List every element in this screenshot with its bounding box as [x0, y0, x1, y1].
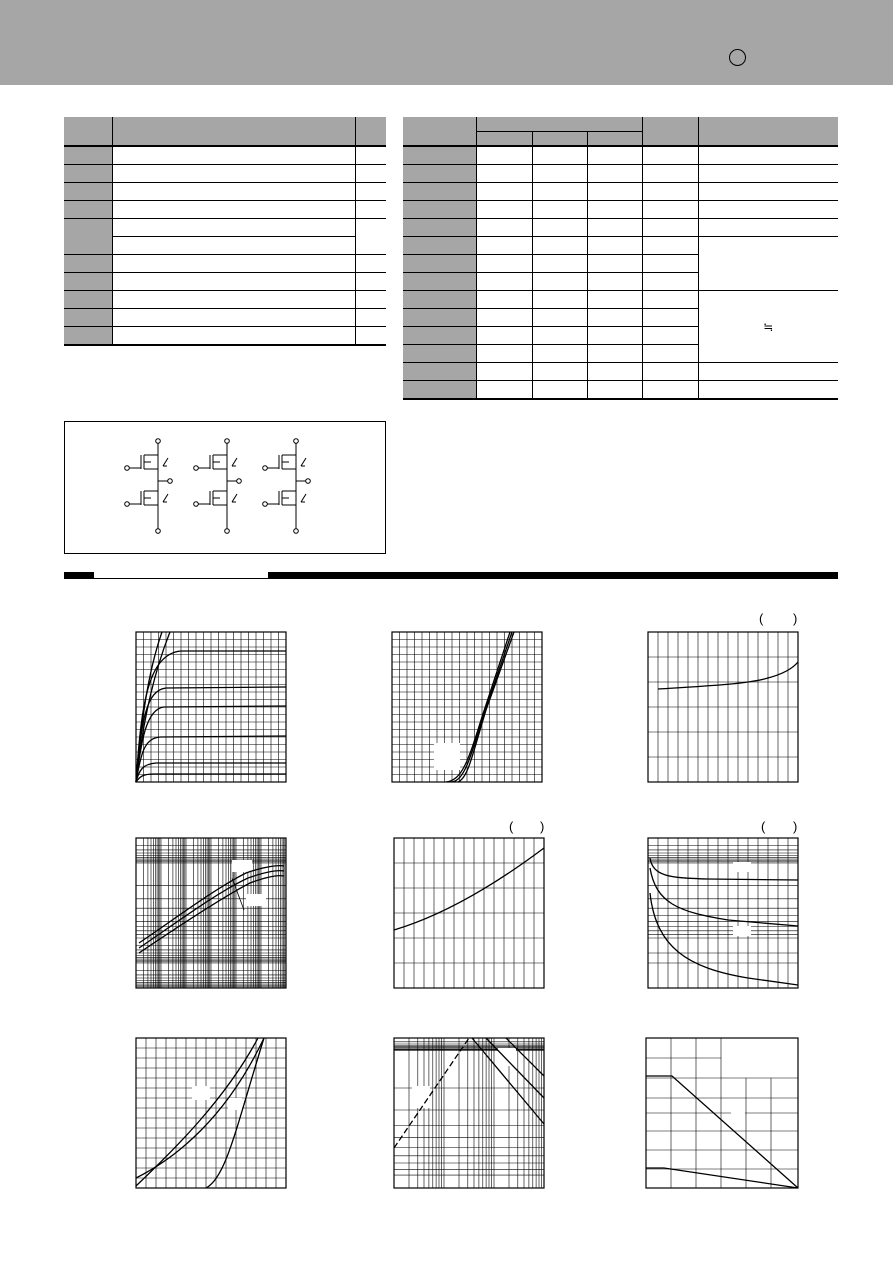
section-divider: [64, 578, 838, 579]
graph-5: [394, 838, 544, 988]
table-row: [64, 237, 386, 255]
table-row: [64, 255, 386, 273]
graph-1: [136, 632, 286, 782]
header-band: [0, 0, 893, 85]
characteristics-table: [403, 117, 838, 400]
table-row: [403, 291, 838, 309]
table-row: [403, 165, 838, 183]
graph-5-bracket-open: (: [509, 819, 514, 834]
table-row: [403, 363, 838, 381]
graph-6: [648, 838, 798, 988]
graph-2: [392, 632, 542, 782]
table-row: [64, 165, 386, 183]
graph-3-bracket-close: ): [793, 611, 798, 626]
graph-3-bracket-open: (: [759, 611, 764, 626]
table-row: [403, 201, 838, 219]
table-row: [64, 201, 386, 219]
graph-7: [136, 1038, 286, 1188]
graph-5-bracket-close: ): [540, 819, 545, 834]
table-row: [403, 146, 838, 165]
graph-8: [394, 1038, 544, 1188]
table-row: [403, 219, 838, 237]
table-row: [64, 309, 386, 327]
table-row: [403, 237, 838, 255]
graph-9: [646, 1038, 798, 1188]
table-row: [403, 183, 838, 201]
circuit-diagram-box: [64, 421, 386, 554]
table-row: [64, 146, 386, 165]
table-row: [64, 327, 386, 346]
table-row: [403, 381, 838, 400]
circuit-diagram: [65, 422, 385, 553]
table-row: [64, 273, 386, 291]
graph-3: [648, 632, 798, 782]
table-row: [64, 219, 386, 237]
ratings-table: [64, 117, 386, 346]
circle-mark: [729, 49, 746, 66]
graph-6-bracket-close: ): [793, 819, 798, 834]
graph-6-bracket-open: (: [761, 819, 766, 834]
table-row: [64, 183, 386, 201]
graph-4: [136, 838, 286, 988]
table-row: [64, 291, 386, 309]
approx-symbol: ≒: [698, 291, 838, 363]
